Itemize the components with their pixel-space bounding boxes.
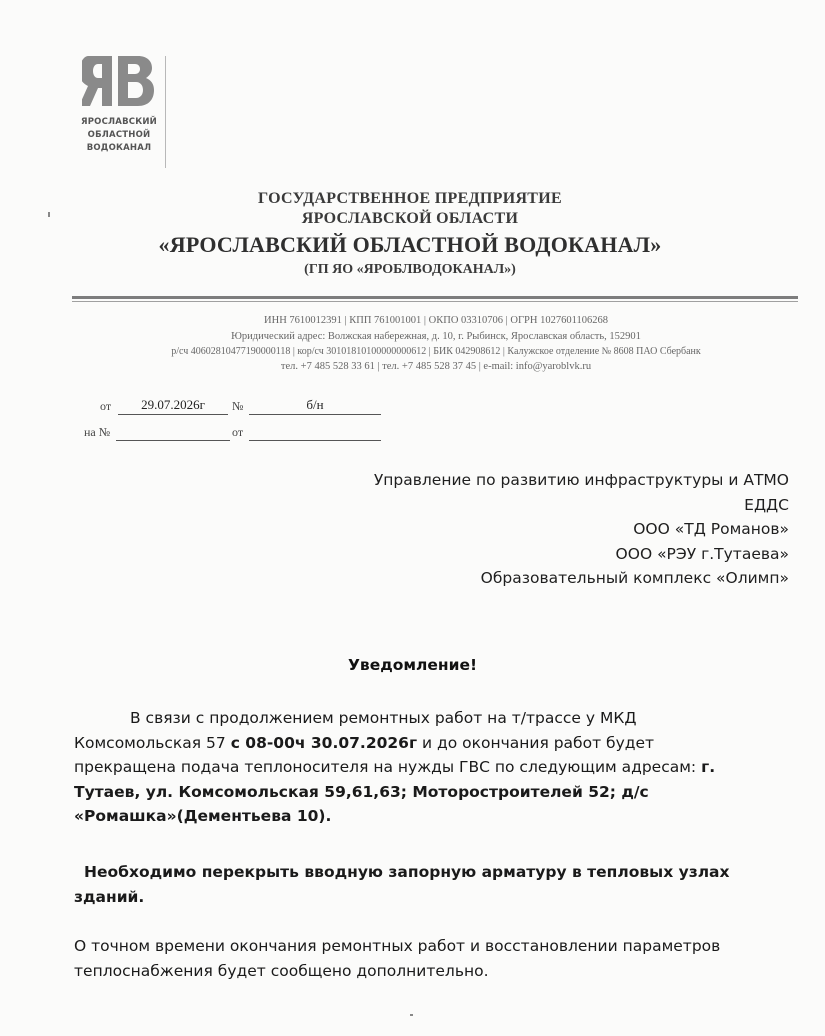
reply-date-label: от bbox=[232, 425, 244, 439]
logo-line: ЯРОСЛАВСКИЙ bbox=[81, 117, 157, 127]
reply-date-underline bbox=[249, 440, 381, 441]
date-underline bbox=[118, 414, 228, 415]
logo-line: ОБЛАСТНОЙ bbox=[87, 130, 151, 140]
notice-title: Уведомление! bbox=[347, 656, 478, 674]
start-datetime: с 08-00ч 30.07.2026г bbox=[230, 733, 418, 752]
number-underline bbox=[249, 414, 381, 415]
paragraph-line bbox=[74, 804, 715, 829]
date-label: от bbox=[100, 399, 112, 413]
logo-caption bbox=[74, 116, 164, 155]
addressee: ЕДДС bbox=[744, 495, 789, 514]
paragraph-line: теплоснабжения будет сообщено дополнительно. bbox=[74, 961, 489, 980]
reply-to-underline bbox=[116, 440, 230, 441]
addressee: Управление по развитию инфраструктуры и АТМО bbox=[373, 471, 789, 489]
number-label: № bbox=[232, 399, 244, 413]
requisites-address: Юридический адрес: Волжская набережная, д. 10, г. Рыбинск, Ярославская область, 152901 bbox=[231, 331, 641, 342]
reply-to-label: на № bbox=[84, 425, 111, 439]
org-name: «ЯРОСЛАВСКИЙ ОБЛАСТНОЙ ВОДОКАНАЛ» bbox=[158, 232, 662, 257]
logo-line: ВОДОКАНАЛ bbox=[86, 143, 152, 153]
requisites-contacts: тел. +7 485 528 33 61 | тел. +7 485 528 37 45 | e-mail: info@yaroblvk.ru bbox=[280, 361, 592, 372]
org-short-name: (ГП ЯО «ЯРОБЛВОДОКАНАЛ») bbox=[304, 262, 516, 277]
requisites-bank: р/сч 40602810477190000118 | кор/сч 30101810100000000612 | БИК 042908612 | Калужское отделение № 8608 ПАО Сбербанк bbox=[171, 346, 701, 357]
paragraph-line: В связи с продолжением ремонтных работ на т/трассе у МКД bbox=[130, 709, 637, 727]
notice-paragraph-2 bbox=[74, 860, 730, 909]
addressee-block bbox=[374, 468, 789, 591]
paragraph-line bbox=[74, 731, 715, 756]
notice-paragraph-3 bbox=[74, 934, 720, 983]
logo-divider bbox=[165, 56, 166, 168]
text-span: и до окончания работ будет bbox=[417, 733, 655, 752]
paragraph-line: Необходимо перекрыть вводную запорную арматуру в тепловых узлах bbox=[84, 863, 730, 881]
scan-speck bbox=[410, 1014, 413, 1016]
notice-paragraph-1 bbox=[74, 706, 715, 829]
header-rule-thin bbox=[72, 301, 798, 302]
company-logo bbox=[74, 52, 174, 172]
paragraph-line: зданий. bbox=[74, 887, 145, 906]
affected-addresses: Тутаев, ул. Комсомольская 59,61,63; Моторостроителей 52; д/с bbox=[74, 782, 649, 801]
city-prefix: г. bbox=[701, 758, 716, 776]
addressee: ООО «РЭУ г.Тутаева» bbox=[615, 544, 789, 563]
org-region: ЯРОСЛАВСКОЙ ОБЛАСТИ bbox=[301, 210, 519, 227]
doc-number: б/н bbox=[306, 397, 324, 412]
paragraph-line: О точном времени окончания ремонтных работ и восстановлении параметров bbox=[74, 937, 721, 955]
header-rule bbox=[72, 296, 798, 299]
kindergarten-name: «Ромашка» bbox=[74, 807, 177, 825]
kindergarten-address: (Дементьева 10). bbox=[176, 807, 332, 825]
text-span: прекращена подача теплоносителя на нужды ГВС по следующим адресам: bbox=[74, 758, 702, 776]
addressee: ООО «ТД Романов» bbox=[633, 520, 789, 538]
requisites-ids: ИНН 7610012391 | КПП 761001001 | ОКПО 03310706 | ОГРН 1027601106268 bbox=[264, 315, 608, 326]
logo-mark-icon bbox=[82, 52, 158, 110]
addressee: Образовательный комплекс «Олимп» bbox=[480, 569, 789, 587]
scan-speck bbox=[48, 212, 50, 217]
text-span: Комсомольская 57 bbox=[74, 733, 231, 752]
org-type: ГОСУДАРСТВЕННОЕ ПРЕДПРИЯТИЕ bbox=[257, 190, 562, 207]
doc-date: 29.07.2026г bbox=[141, 397, 205, 412]
paragraph-line bbox=[74, 755, 715, 780]
